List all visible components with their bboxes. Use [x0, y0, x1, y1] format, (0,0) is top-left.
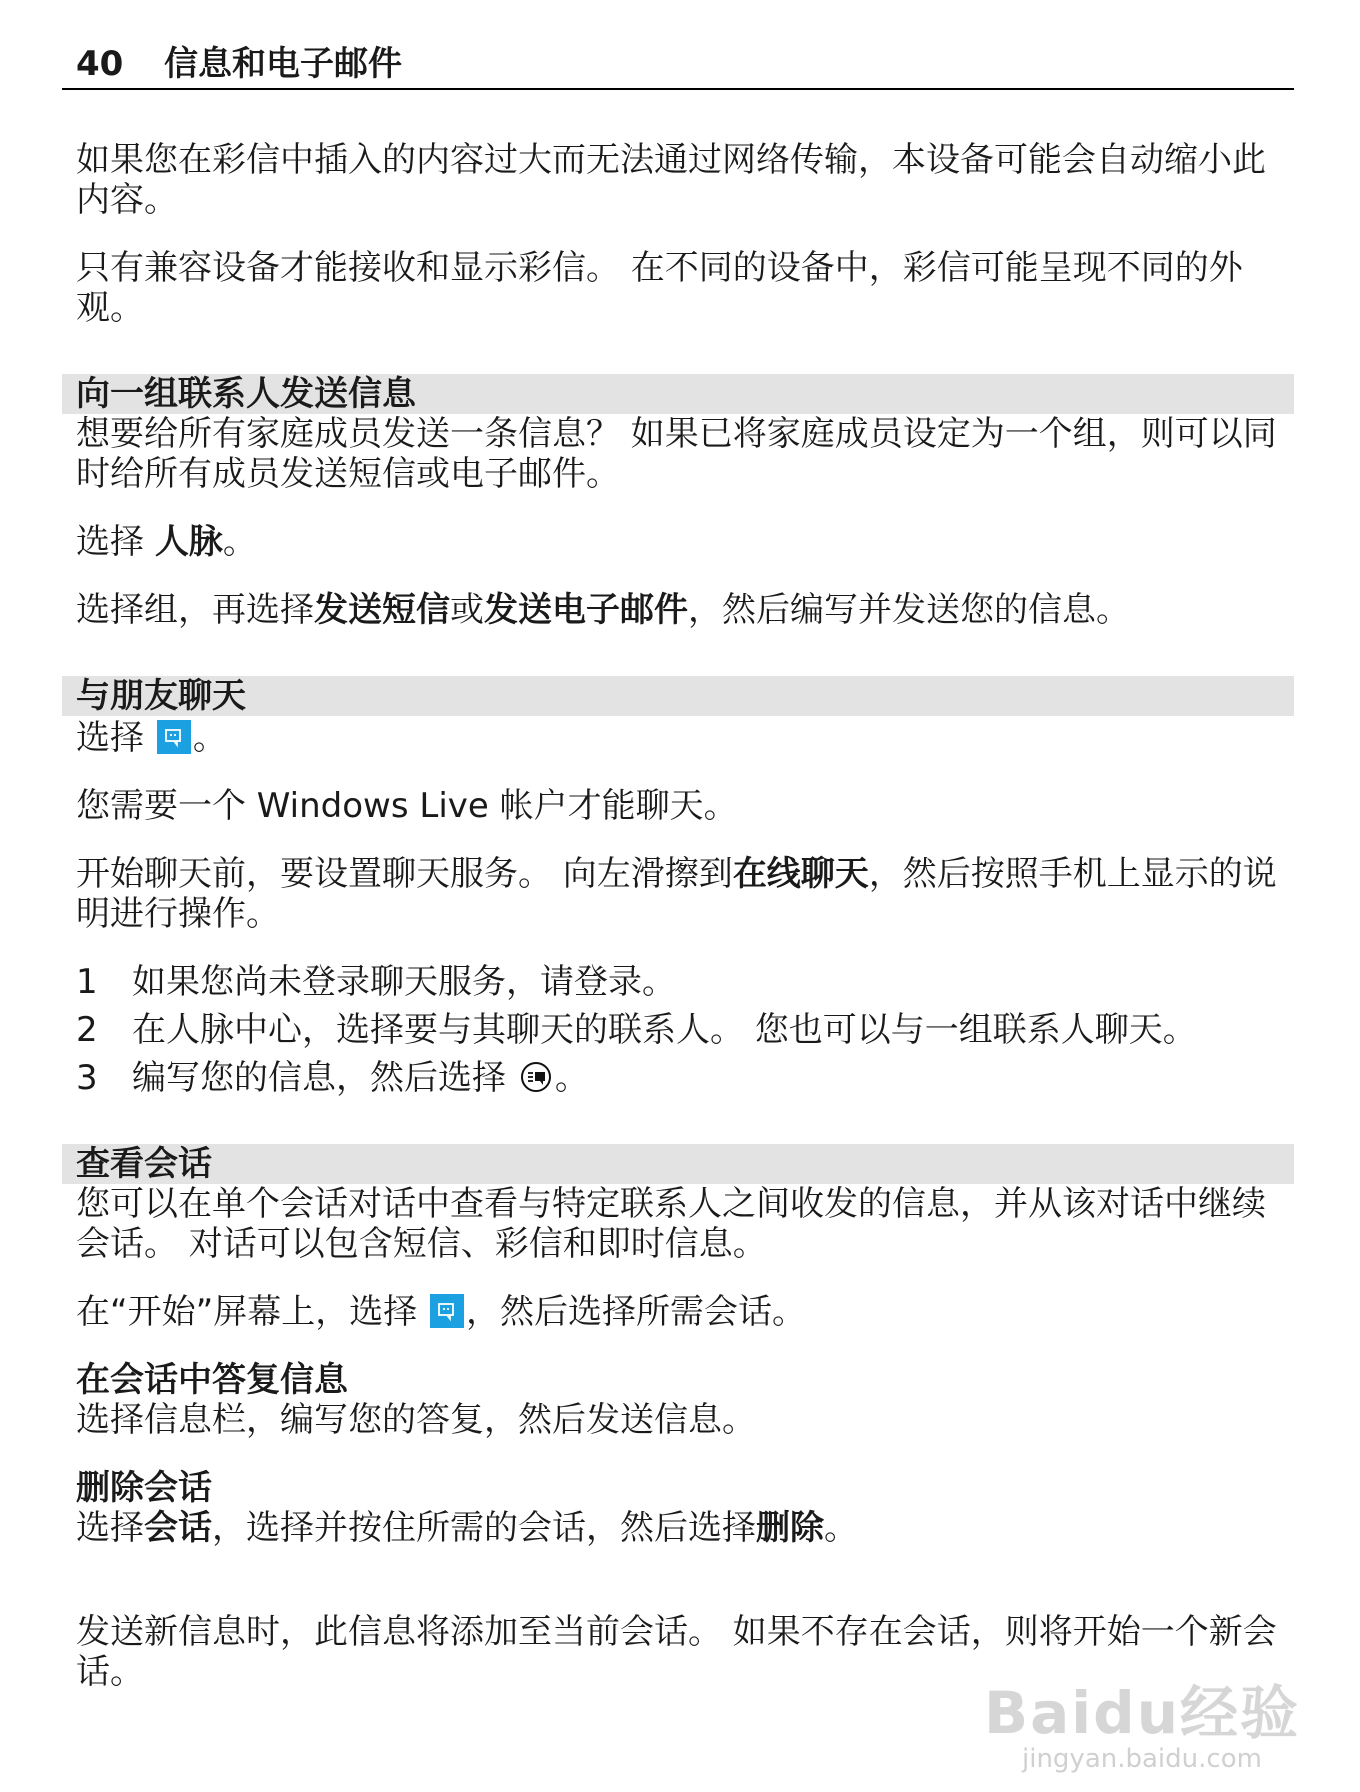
mms-compat-paragraph: 只有兼容设备才能接收和显示彩信。 在不同的设备中，彩信可能呈现不同的外观。 [76, 248, 1243, 328]
list-item: 2 在人脉中心，选择要与其聊天的联系人。 您也可以与一组联系人聊天。 [76, 1010, 1197, 1050]
chat-bubble-icon [157, 720, 191, 754]
group-step-send: 选择组，再选择发送短信或发送电子邮件，然后编写并发送您的信息。 [76, 590, 1130, 630]
watermark-logo: Baidu经验 [983, 1679, 1300, 1747]
delete-paragraph: 选择会话，选择并按住所需的会话，然后选择删除。 [76, 1508, 858, 1548]
group-intro-paragraph: 想要给所有家庭成员发送一条信息？ 如果已将家庭成员设定为一个组，则可以同时给所有成员发送短信或电子邮件。 [76, 414, 1277, 494]
reply-paragraph: 选择信息栏，编写您的答复，然后发送信息。 [76, 1400, 756, 1440]
page-number: 40 [76, 44, 124, 84]
list-item: 3 编写您的信息，然后选择 。 [76, 1058, 589, 1098]
conversation-intro-paragraph: 您可以在单个会话对话中查看与特定联系人之间收发的信息，并从该对话中继续会话。 对话可以包含短信、彩信和即时信息。 [76, 1184, 1266, 1264]
section-heading-conversations: 查看会话 [62, 1144, 1294, 1184]
chat-select-paragraph: 选择 。 [76, 718, 227, 758]
page-content [62, 140, 1294, 1692]
send-email-term: 发送电子邮件 [484, 590, 688, 630]
new-message-paragraph: 发送新信息时，此信息将添加至当前会话。 如果不存在会话，则将开始一个新会话。 [76, 1612, 1277, 1692]
people-hub-term: 人脉 [154, 522, 223, 562]
online-chat-term: 在线聊天 [732, 854, 869, 894]
send-sms-term: 发送短信 [314, 590, 450, 630]
subheading-reply: 在会话中答复信息 [76, 1360, 348, 1400]
group-step-select-people: 选择 人脉。 [76, 522, 257, 562]
section-heading-chat: 与朋友聊天 [62, 676, 1294, 716]
mms-size-paragraph: 如果您在彩信中插入的内容过大而无法通过网络传输，本设备可能会自动缩小此内容。 [76, 140, 1266, 220]
list-item: 1 如果您尚未登录聊天服务，请登录。 [76, 962, 676, 1002]
chat-account-paragraph: 您需要一个 Windows Live 帐户才能聊天。 [76, 786, 738, 826]
chat-setup-paragraph: 开始聊天前，要设置聊天服务。 向左滑擦到在线聊天，然后按照手机上显示的说明进行操作。 [76, 854, 1277, 934]
chapter-title: 信息和电子邮件 [164, 44, 402, 84]
baidu-watermark [983, 1679, 1300, 1774]
send-message-icon [519, 1060, 553, 1094]
conversation-open-paragraph: 在“开始”屏幕上，选择 ，然后选择所需会话。 [76, 1292, 807, 1332]
watermark-url: jingyan.baidu.com [1022, 1744, 1262, 1774]
page-header [62, 40, 1294, 90]
conversations-term: 会话 [144, 1508, 212, 1548]
chat-bubble-icon [430, 1294, 464, 1328]
subheading-delete: 删除会话 [76, 1468, 212, 1508]
document-page [62, 40, 1294, 1692]
delete-term: 删除 [756, 1508, 824, 1548]
section-heading-group-message: 向一组联系人发送信息 [62, 374, 1294, 414]
